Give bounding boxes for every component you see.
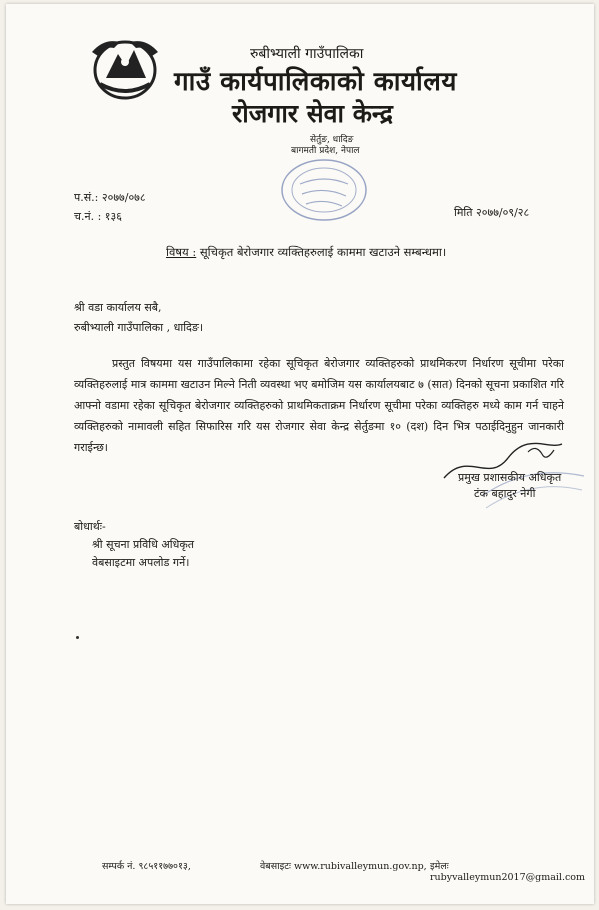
signatory-title: प्रमुख प्रशासकीय अधिकृत	[458, 471, 562, 484]
paper-speck	[76, 636, 79, 639]
subject-text: सूचिकृत बेरोजगार व्यक्तिहरुलाई काममा खटाउने सम्बन्धमा।	[199, 245, 447, 259]
office-name: गाउँ कार्यपालिकाको कार्यालय	[174, 67, 457, 97]
municipality-name: रुबीभ्याली गाउँपालिका	[250, 46, 364, 62]
reference-number: प.सं.: २०७७/०७८	[74, 191, 146, 204]
letter-body: प्रस्तुत विषयमा यस गाउँपालिकामा रहेका सूचिकृत बेरोजगार व्यक्तिहरुको प्राथमिकरण निर्धारण सूचीमा परेका व्यक्तिहरुलाई मात्र काममा खटाउन मिल्ने निती व्यवस्था भए बमोजिम यस कार्यालयबाट ७ (सात) दिनको सूचना प्रकाशित गरि आफ्नो वडामा रहेका सूचिकृत बेरोजगार व्यक्तिहरुको प्राथमिकताक्रम निर्धारण सूचीमा परेका व्यक्तिहरु मध्ये काम गर्न चाहने व्यक्तिहरुको नामावली सहित सिफारिस गरि यस रोजगार सेवा केन्द्र सेर्तुङमा १० (दश) दिन भित्र पठाईदिनुहुन जानकारी गराईन्छ।	[74, 357, 564, 454]
nepal-emblem-logo	[84, 32, 166, 104]
cc-line-2: वेबसाइटमा अपलोड गर्ने।	[92, 556, 190, 569]
address-line-2: बागमती प्रदेश, नेपाल	[291, 146, 360, 156]
letter-page	[6, 4, 594, 904]
office-stamp	[274, 154, 374, 224]
address-line-1: सेर्तुङ, धादिङ	[310, 135, 354, 145]
dispatch-number: च.नं. : १३६	[74, 210, 122, 223]
cc-line-1: श्री सूचना प्रविधि अधिकृत	[92, 538, 195, 551]
addressee-line-2: रुबीभ्याली गाउँपालिका , धादिङ।	[74, 321, 204, 334]
letter-date: मिति २०७७/०९/२८	[454, 206, 530, 219]
footer-website: वेबसाइटः www.rubivalleymun.gov.np,	[260, 861, 427, 872]
subject-line	[166, 245, 446, 260]
footer-email: इमेलः rubyvalleymun2017@gmail.com	[430, 861, 586, 883]
signatory-name: टंक बहादुर नेगी	[474, 487, 536, 500]
addressee-line-1: श्री वडा कार्यालय सबै,	[74, 301, 162, 314]
cc-heading: बोधार्थः-	[74, 520, 106, 533]
center-name: रोजगार सेवा केन्द्र	[232, 99, 393, 128]
subject-label: विषय :	[166, 245, 197, 259]
footer-phone: सम्पर्क नं. ९८५११७७०१३,	[102, 861, 191, 872]
